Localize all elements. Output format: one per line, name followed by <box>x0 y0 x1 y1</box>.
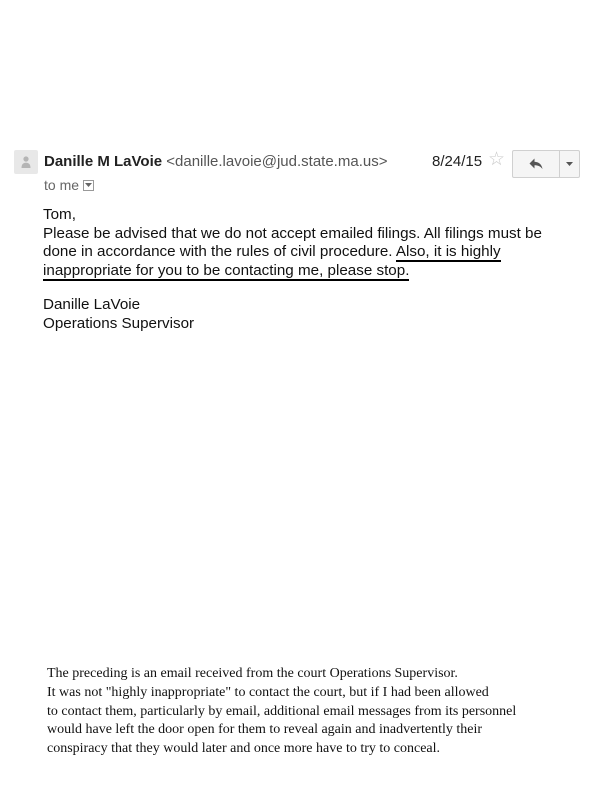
caption-line: It was not "highly inappropriate" to contact the court, but if I had been allowed <box>47 684 489 700</box>
email-sender <box>44 153 387 170</box>
sender-email: <danille.lavoie@jud.state.ma.us> <box>166 153 388 170</box>
caption-line: conspiracy that they would later and once more have to try to conceal. <box>47 741 441 757</box>
reply-icon <box>529 158 543 170</box>
caption-line: The preceding is an email received from the court Operations Supervisor. <box>47 666 458 681</box>
star-icon[interactable]: ☆ <box>488 149 506 170</box>
person-icon <box>20 155 32 169</box>
body-text-plain: done in accordance with the rules of civil procedure. <box>43 243 396 260</box>
highlighted-text: Also, it is highly <box>395 243 501 260</box>
caption-line: to contact them, particularly by email, additional email messages from its personnel <box>47 703 517 719</box>
email-signature <box>43 295 194 333</box>
signature-name: Danille LaVoie <box>43 296 141 313</box>
email-greeting: Tom, <box>43 206 76 223</box>
email-date: 8/24/15 <box>432 153 483 170</box>
recipient-line <box>44 177 94 193</box>
more-options-button[interactable] <box>560 151 580 177</box>
email-body-line: Please be advised that we do not accept emailed filings. All filings must be <box>43 224 542 242</box>
caption-line: would have left the door open for them to reveal again and inadvertently their <box>47 722 483 738</box>
sender-name[interactable]: Danille M LaVoie <box>44 153 163 170</box>
email-body <box>43 206 573 280</box>
signature-title: Operations Supervisor <box>43 315 195 332</box>
show-details-toggle[interactable] <box>83 180 94 191</box>
chevron-down-icon <box>566 162 573 166</box>
chevron-down-icon <box>85 183 92 187</box>
email-body-line <box>43 243 573 262</box>
email-body-line <box>43 262 573 281</box>
reply-button[interactable] <box>513 151 559 177</box>
reply-button-group <box>512 150 580 178</box>
highlighted-text: inappropriate for you to be contacting me, please stop. <box>43 261 410 279</box>
avatar <box>14 150 38 174</box>
recipient-label: to me <box>44 177 80 193</box>
caption-text <box>47 665 577 759</box>
